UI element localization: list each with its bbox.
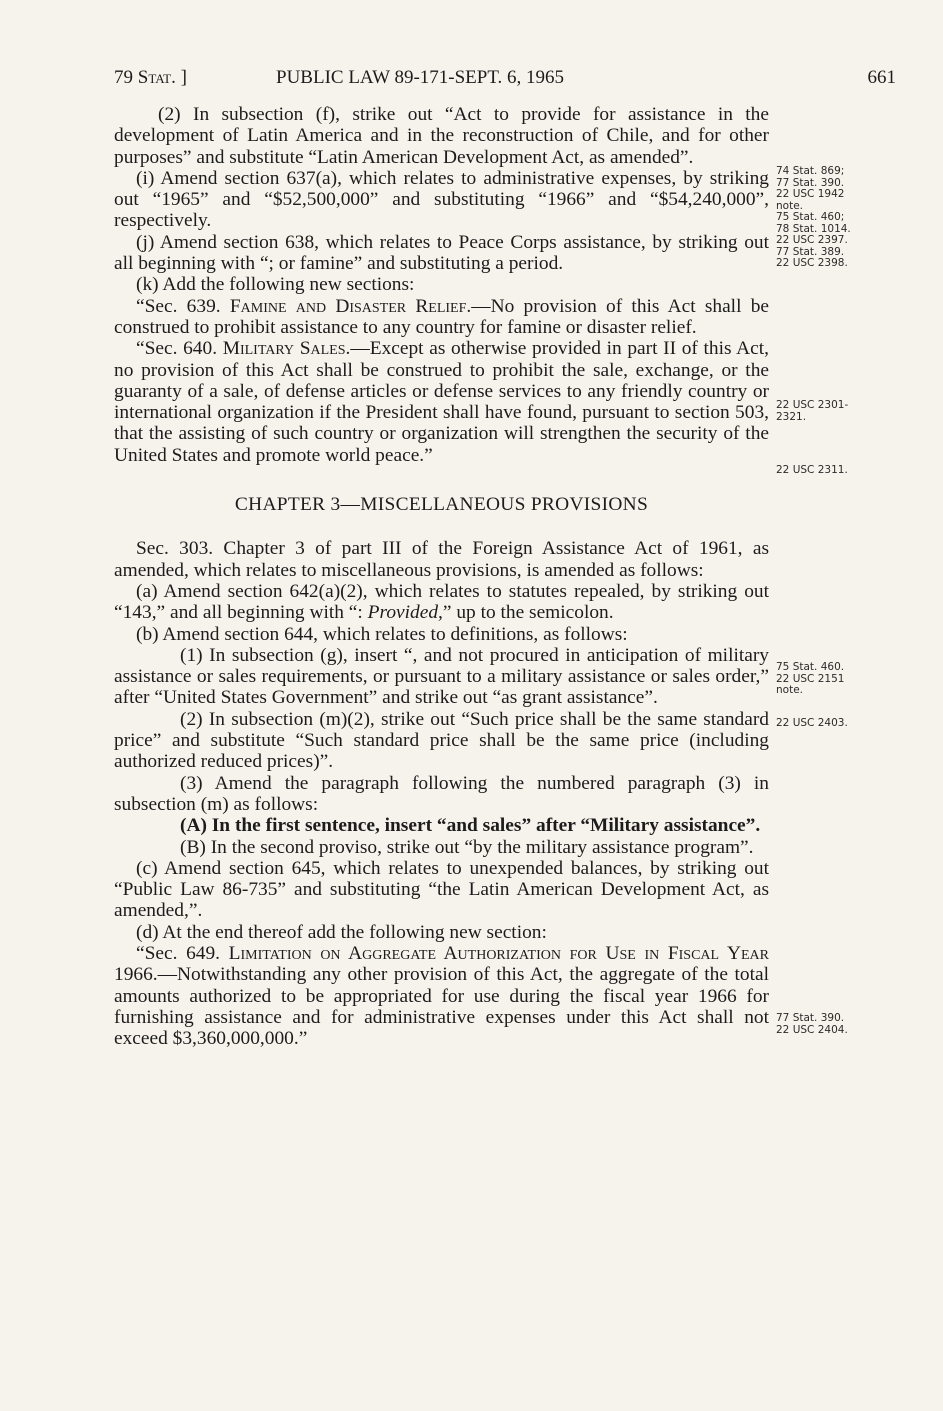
proviso-term: Provided, <box>367 602 443 624</box>
paragraph-644-3-A: (A) In the first sentence, insert “and sales” after “Military assistance”. <box>180 815 761 837</box>
margin-citation-5: 75 Stat. 460. 22 USC 2151 note. <box>776 661 845 696</box>
section-text: —Except as otherwise provided in part II of this Act, no provision of this Act shall be construed to prohibit the sale, exchange, or the guaranty of a sale, of defense articles or defense services to any friendly country or international organization if the President shall have found, pursuant to section 503, that the assisting of such country or organization will strengthen the security of the United States and promote world peace.” <box>114 338 769 466</box>
paragraph-amend-642: (a) Amend section 642(a)(2), which relates to statutes repealed, by striking out “143,” and all beginning with “: Provided,” up to the semicolon. <box>114 580 769 624</box>
paragraph-644-3-B: (B) In the second proviso, strike out “by the military assistance program”. <box>180 836 754 858</box>
paragraph-amend-644: (b) Amend section 644, which relates to definitions, as follows: <box>136 623 628 645</box>
page-number: 661 <box>867 67 896 88</box>
subparagraph-block <box>114 815 769 858</box>
chapter-heading: CHAPTER 3—MISCELLANEOUS PROVISIONS <box>234 494 649 516</box>
section-number: “Sec. 640. <box>136 338 218 360</box>
paragraph-add-649: (d) At the end thereof add the following new section: <box>136 921 547 943</box>
paragraph-amend-638: (j) Amend section 638, which relates to Peace Corps assistance, by striking out all beginning with “; or famine” and substituting a period. <box>114 231 769 275</box>
paragraph-add-sections: (k) Add the following new sections: <box>136 274 415 296</box>
paragraph-644-1: (1) In subsection (g), insert “, and not procured in anticipation of military assistance or sales requirements, or pursuant to a military assistance or sales order,” after “United States Government” and strike out “as grant assistance”. <box>114 644 769 709</box>
paragraph-644-3: (3) Amend the paragraph following the numbered paragraph (3) in subsection (m) as follows: <box>114 772 769 815</box>
margin-citation-7: 77 Stat. 390. 22 USC 2404. <box>776 1012 848 1036</box>
paragraph-sec-303: Sec. 303. Chapter 3 of part III of the Foreign Assistance Act of 1961, as amended, which relates to miscellaneous provisions, is amended as follows: <box>114 538 769 581</box>
section-text: —Notwithstanding any other provision of this Act, the aggregate of the total amounts authorized to be appropriated for use during the fiscal year 1966 for furnishing assistance and for administrative expenses under this Act shall not exceed $3,360,000,000.” <box>114 964 769 1050</box>
paragraph-sec-640 <box>114 338 769 466</box>
margin-citation-6: 22 USC 2403. <box>776 717 848 729</box>
paragraph-subsection-f: (2) In subsection (f), strike out “Act to provide for assistance in the development of Latin America and in the reconstruction of Chile, and for other purposes” and substitute “Latin American Development Act, as amended”. <box>114 104 769 168</box>
section-title: Military Sales. <box>222 338 351 360</box>
margin-citation-3: 22 USC 2301- 2321. <box>776 399 849 423</box>
paragraph-amend-637: (i) Amend section 637(a), which relates to administrative expenses, by striking out “1965” and “$52,500,000” and substituting “1966” and “$54,240,000”, respectively. <box>114 167 769 232</box>
margin-citation-2: 75 Stat. 460; 78 Stat. 1014. 22 USC 2397. 77 Stat. 389. 22 USC 2398. <box>776 211 851 269</box>
section-text: —No provision of this Act shall be construed to prohibit assistance to any country for famine or disaster relief. <box>114 295 769 338</box>
margin-citation-1: 74 Stat. 869; 77 Stat. 390. 22 USC 1942 note. <box>776 165 845 212</box>
paragraph-644-2: (2) In subsection (m)(2), strike out “Such price shall be the same standard price” and substitute “Such standard price shall be the same price (including authorized reduced prices)”. <box>114 708 769 773</box>
paragraph-amend-645: (c) Amend section 645, which relates to unexpended balances, by striking out “Public Law 86-735” and substituting “the Latin American Development Act, as amended,”. <box>114 857 769 922</box>
paragraph-sec-649 <box>114 943 769 1049</box>
section-number: “Sec. 639. <box>136 295 221 317</box>
running-header-left: 79 Stat. ] <box>114 67 187 88</box>
section-number: “Sec. 649. <box>136 942 221 964</box>
running-header-title: PUBLIC LAW 89-171-SEPT. 6, 1965 <box>276 67 565 88</box>
section-title: Limitation on Aggregate Authorization for Use in Fiscal Year 1966. <box>114 942 769 986</box>
paragraph-sec-639 <box>114 296 769 339</box>
section-title: Famine and Disaster Relief. <box>229 295 472 317</box>
margin-citation-4: 22 USC 2311. <box>776 464 848 476</box>
main-text-column <box>114 104 769 1049</box>
